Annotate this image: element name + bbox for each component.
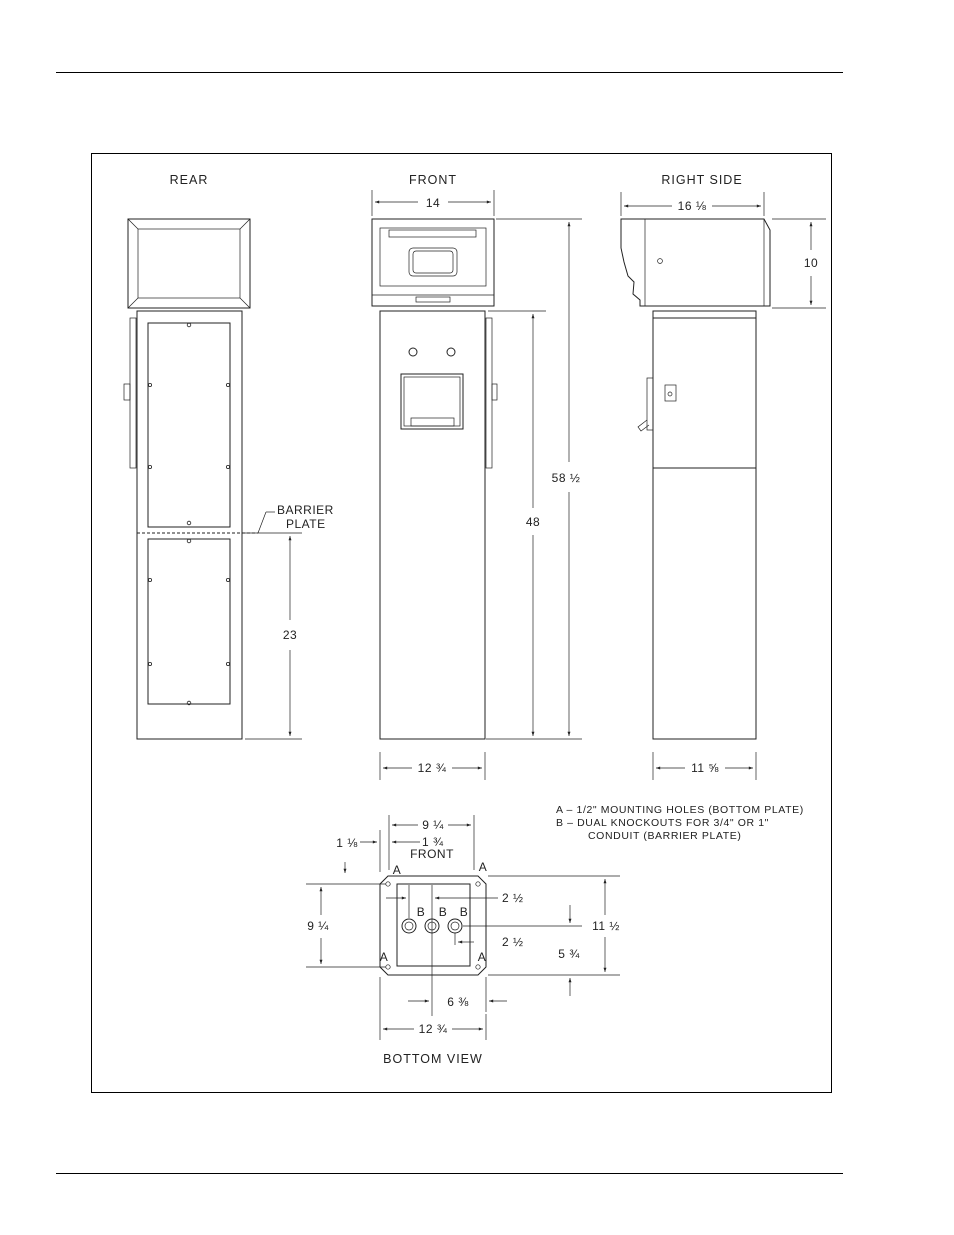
view-title-bottom: BOTTOM VIEW [383,1052,483,1066]
dim-pedestal-height-text: 48 [525,515,541,529]
dim-bottom-depth-text: 11 ½ [592,919,620,933]
front-view [372,219,497,739]
view-title-rear: REAR [169,173,209,187]
dim-knockout-spacing-bottom-text: 2 ½ [502,935,524,949]
dim-rear-lower-height-text: 23 [282,628,298,642]
dim-bottom-width-text: 12 ¾ [418,1022,448,1036]
dim-bottom-inner-width-text: 9 ¼ [422,818,444,832]
dim-bottom-inner-height-text: 9 ¼ [307,919,329,933]
hole-label-tl: A [392,863,402,877]
knockout-label-3: B [459,905,469,919]
dim-side-pedestal-width-text: 11 ⅝ [691,761,719,775]
bottom-front-label: FRONT [410,847,454,861]
knockout-label-2: B [438,905,448,919]
dim-head-height-text: 10 [803,256,819,270]
dim-knockout-spacing-top-text: 2 ½ [502,891,524,905]
dim-knockout-offset-text: 1 ¾ [422,835,444,849]
view-title-right-side: RIGHT SIDE [661,173,743,187]
dim-front-width-text: 14 [425,196,441,210]
note-b-line1: B – DUAL KNOCKOUTS FOR 3/4" OR 1" [556,817,769,829]
right-side-view [621,219,770,739]
dim-side-width-text: 16 ⅛ [677,199,707,213]
hole-label-tr: A [478,860,488,874]
dim-knockout-span-text: 6 ⅜ [447,995,469,1009]
note-a: A – 1/2" MOUNTING HOLES (BOTTOM PLATE) [556,804,804,816]
hole-label-bl: A [379,950,389,964]
knockout-label-1: B [416,905,426,919]
note-b-line2: CONDUIT (BARRIER PLATE) [588,830,742,842]
dim-bottom-corner-offset-text: 1 ⅛ [336,836,358,850]
dim-pedestal-width-text: 12 ¾ [417,761,447,775]
barrier-label-line1: BARRIER [277,503,334,517]
dim-total-height-text: 58 ½ [551,471,581,485]
hole-label-br: A [477,950,487,964]
view-title-front: FRONT [408,173,458,187]
barrier-label-line2: PLATE [286,517,326,531]
bottom-view [380,876,486,975]
dim-knockout-row-offset-text: 5 ¾ [558,947,580,961]
rear-view [124,219,275,739]
